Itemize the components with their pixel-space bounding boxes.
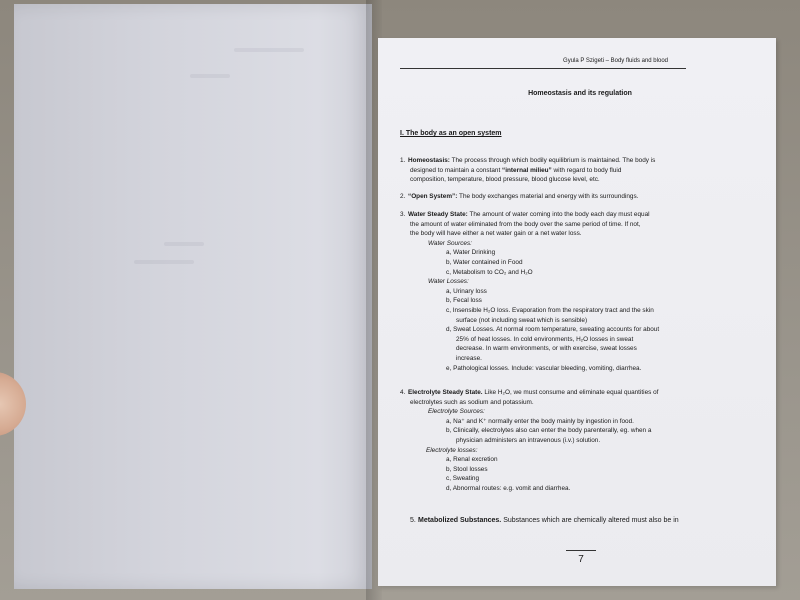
item-homeostasis: 1. Homeostasis: The process through which bodily equilibrium is maintained. The body is designed to maintain a constant “internal milieu” with regard to body fluid composition, temperature, blood pressure, blood glucose level, etc. bbox=[400, 157, 656, 184]
section-heading: I. The body as an open system bbox=[400, 130, 502, 137]
item-water-steady-state: 3. Water Steady State: The amount of water coming into the body each day must equal the amount of water eliminated from the body over the same period of time. If not, the body will have either a net water gain or a net water loss. Water Sources: a, Water Drinking b, Water contained in Food c, Metabolism to CO₂ and H₂O Water Losses: a, Urinary loss b, Fecal loss c, Insensible H₂O loss. Evaporation from the respiratory tract and the skin surface (not including sweat which is sensible) d, Sweat Losses. At normal room temperature, sweating accounts for about 25% of heat losses. In cold environments, H₂O losses in sweat decrease. In warm environments, or with exercise, sweat losses increase. e, Pathological losses. Include: vascular bleeding, vomiting, diarrhea. bbox=[400, 211, 660, 372]
item-metabolized-substances: 5. Metabolized Substances. Substances which are chemically altered must also be in bbox=[410, 517, 679, 524]
right-page bbox=[378, 38, 776, 586]
page-number-rule bbox=[566, 550, 596, 551]
left-page-blank bbox=[14, 4, 372, 589]
item-electrolyte-steady-state: 4. Electrolyte Steady State. Like H₂O, we must consume and eliminate equal quantities of electrolytes such as sodium and potassium. Electrolyte Sources: a, Na⁺ and K⁺ normally enter the body mainly by ingestion in food. b, Clinically, electrolytes also can enter the body parenterally, eg. when a physician administers an intravenous (i.v.) solution. Electrolyte losses: a, Renal excretion b, Stool losses c, Sweating d, Abnormal routes: e.g. vomit and diarrhea. bbox=[400, 389, 659, 492]
item-open-system: 2. “Open System”: The body exchanges material and energy with its surroundings. bbox=[400, 193, 639, 200]
page-title: Homeostasis and its regulation bbox=[528, 90, 632, 97]
running-header: Gyula P Szigeti – Body fluids and blood bbox=[563, 58, 668, 64]
page-number: 7 bbox=[578, 554, 584, 565]
header-rule bbox=[400, 68, 686, 69]
